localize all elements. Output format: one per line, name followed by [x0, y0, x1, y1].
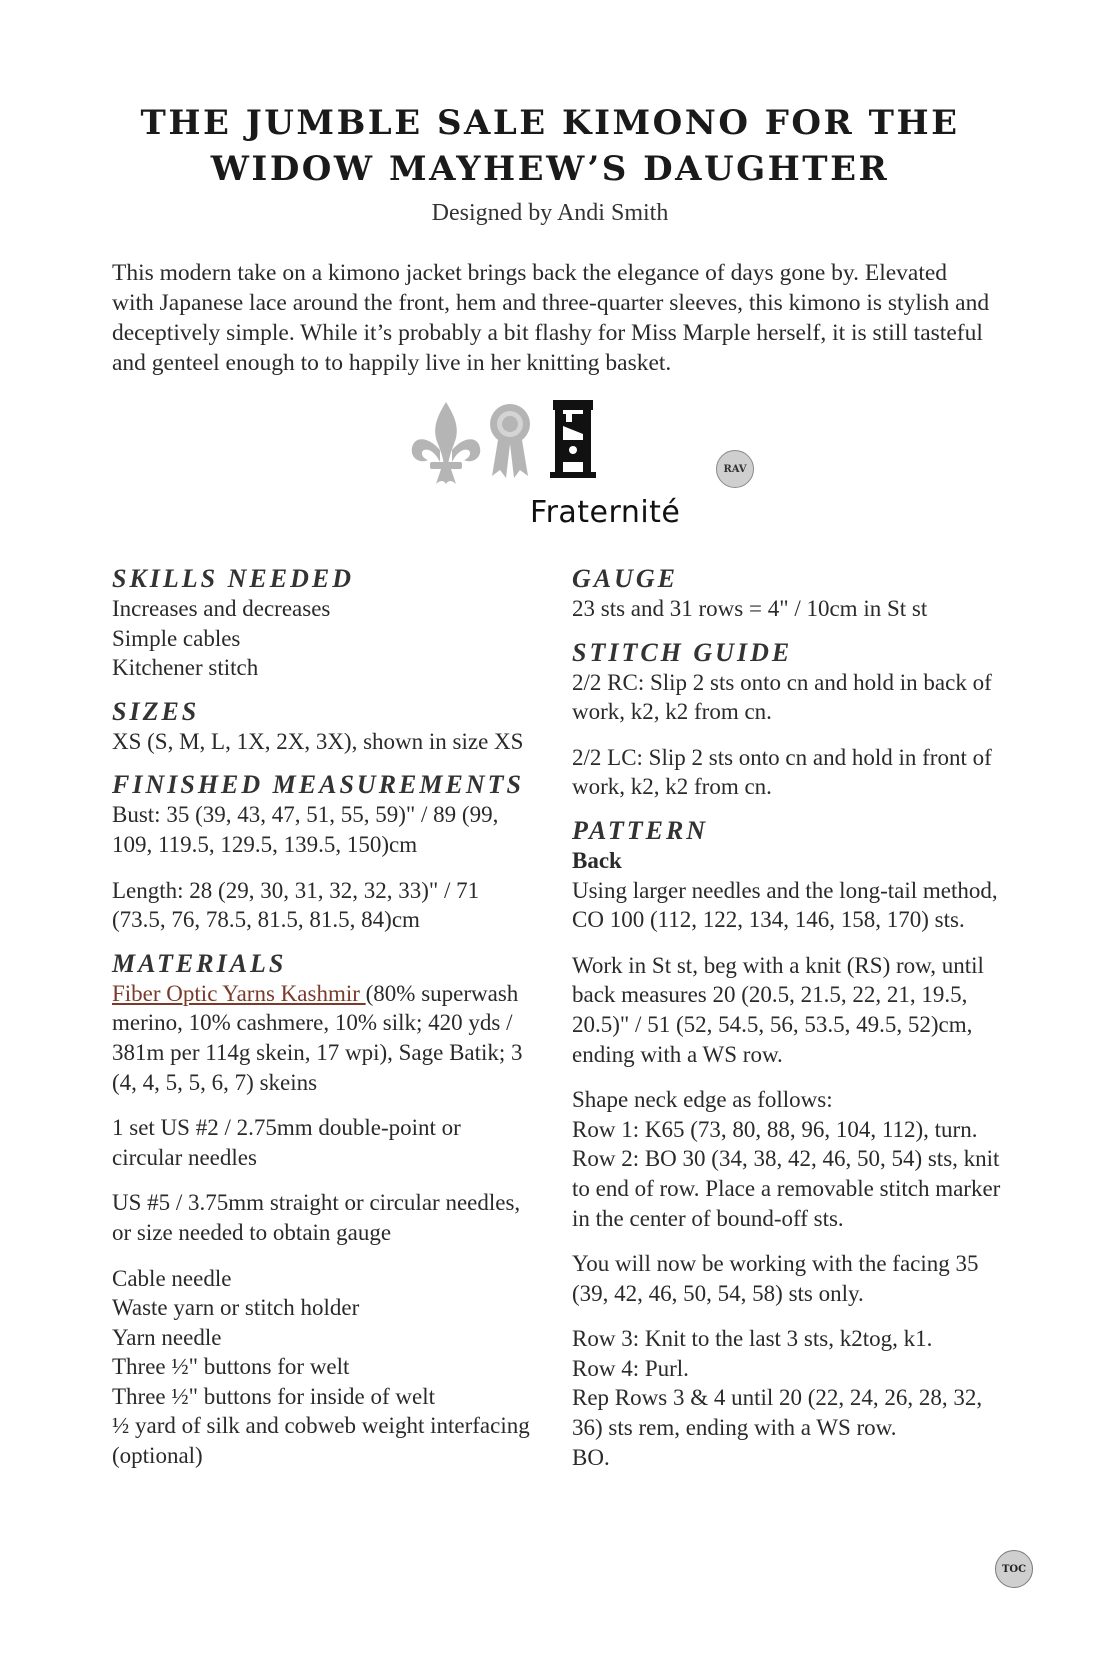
title-line-2: WIDOW MAYHEW’S DAUGHTER	[210, 149, 890, 189]
pattern-step-1: Using larger needles and the long-tail method, CO 100 (112, 122, 134, 146, 158, 170) sts.	[572, 877, 998, 933]
needles-2: US #5 / 3.75mm straight or circular needles, or size needed to obtain gauge	[112, 1190, 521, 1245]
pattern-step-4: You will now be working with the facing 35 (39, 42, 46, 50, 54, 58) sts only.	[572, 1251, 979, 1306]
needles-1: 1 set US #2 / 2.75mm double-point or circular needles	[112, 1115, 461, 1170]
bust-measurement: Bust: 35 (39, 43, 47, 51, 55, 59)" / 89 (99, 109, 119.5, 129.5, 139.5, 150)cm	[112, 802, 499, 857]
skills-list	[112, 594, 532, 683]
pattern-step-2: Work in St st, beg with a knit (RS) row, until back measures 20 (20.5, 21.5, 22, 21, 19.5, 20.5)" / 51 (52, 54.5, 56, 53.5, 49.5, 52)cm, ending with a WS row.	[572, 952, 984, 1067]
list-item: Cable needle	[112, 1265, 232, 1291]
gauge-text: 23 sts and 31 rows = 4" / 10cm in St st	[572, 596, 928, 621]
intro-paragraph	[112, 258, 992, 378]
sizes-heading: SIZES	[112, 696, 200, 726]
yarn-description	[112, 979, 532, 1097]
pattern-line: Shape neck edge as follows:	[572, 1087, 833, 1113]
fleur-de-lis-icon	[412, 402, 481, 484]
finished-measurements-heading: FINISHED MEASUREMENTS	[112, 770, 524, 800]
list-item: Increases and decreases	[112, 596, 331, 621]
pattern-line: Row 2: BO 30 (34, 38, 42, 46, 50, 54) sts, knit to end of row. Place a removable stitch marker in the center of bound-off sts.	[572, 1146, 1001, 1231]
designer-byline: Designed by Andi Smith	[431, 200, 669, 226]
pattern-step-3	[572, 1085, 1012, 1233]
length-measurement: Length: 28 (29, 30, 31, 32, 32, 33)" / 71 (73.5, 76, 78.5, 81.5, 81.5, 84)cm	[112, 877, 480, 933]
gauge-heading: GAUGE	[572, 564, 679, 593]
back-subheading: Back	[572, 847, 622, 873]
notions-list	[112, 1264, 532, 1471]
yarn-link[interactable]: Fiber Optic Yarns Kashmir	[112, 980, 366, 1006]
pattern-title	[0, 100, 1100, 192]
toc-badge[interactable]: TOC	[995, 1550, 1033, 1588]
intro-text: This modern take on a kimono jacket brings back the elegance of days gone by. Elevated with Japanese lace around the front, hem and three-quarter sleeves, this kimono is stylish and deceptively simple. While it’s probably a bit flashy for Miss Marple herself, it is still tasteful and genteel enough to to happily live in her knitting basket.	[112, 260, 990, 376]
stitch-lc: 2/2 LC: Slip 2 sts onto cn and hold in front of work, k2, k2 from cn.	[572, 744, 992, 800]
pattern-heading: PATTERN	[572, 815, 709, 845]
pattern-line: Rep Rows 3 & 4 until 20 (22, 24, 26, 28, 32, 36) sts rem, ending with a WS row.	[572, 1385, 983, 1441]
pattern-line: Row 3: Knit to the last 3 sts, k2tog, k1.	[572, 1326, 933, 1352]
stitch-rc: 2/2 RC: Slip 2 sts onto cn and hold in back of work, k2, k2 from cn.	[572, 669, 992, 725]
right-column	[572, 564, 1012, 1488]
rosette-icon	[490, 404, 530, 478]
pattern-line: Row 4: Purl.	[572, 1355, 689, 1381]
list-item: Yarn needle	[112, 1324, 222, 1350]
list-item: Simple cables	[112, 625, 241, 651]
pattern-line: BO.	[572, 1444, 610, 1470]
materials-heading: MATERIALS	[112, 948, 287, 978]
fraternite-logo-text: Fraternité	[530, 495, 681, 530]
pattern-step-5	[572, 1324, 1012, 1472]
guillotine-icon	[550, 400, 596, 478]
yarn-details: (80% superwash merino, 10% cashmere, 10% silk; 420 yds / 381m per 114g skein, 17 wpi), Sage Batik; 3 (4, 4, 5, 5, 6, 7) skeins	[112, 980, 523, 1095]
sizes-text: XS (S, M, L, 1X, 2X, 3X), shown in size XS	[112, 728, 524, 754]
stitch-guide-heading: STITCH GUIDE	[572, 637, 793, 667]
list-item: Kitchener stitch	[112, 655, 259, 681]
ravelry-badge[interactable]: RAV	[716, 450, 754, 488]
skills-heading: SKILLS NEEDED	[112, 564, 354, 593]
list-item: Three ½" buttons for welt	[112, 1354, 350, 1380]
list-item: Waste yarn or stitch holder	[112, 1295, 360, 1321]
list-item: Three ½" buttons for inside of welt	[112, 1383, 436, 1409]
left-column	[112, 564, 532, 1487]
title-line-1: THE JUMBLE SALE KIMONO FOR THE	[140, 103, 960, 143]
pattern-line: Row 1: K65 (73, 80, 88, 96, 104, 112), turn.	[572, 1116, 978, 1142]
list-item: ½ yard of silk and cobweb weight interfacing (optional)	[112, 1413, 530, 1469]
